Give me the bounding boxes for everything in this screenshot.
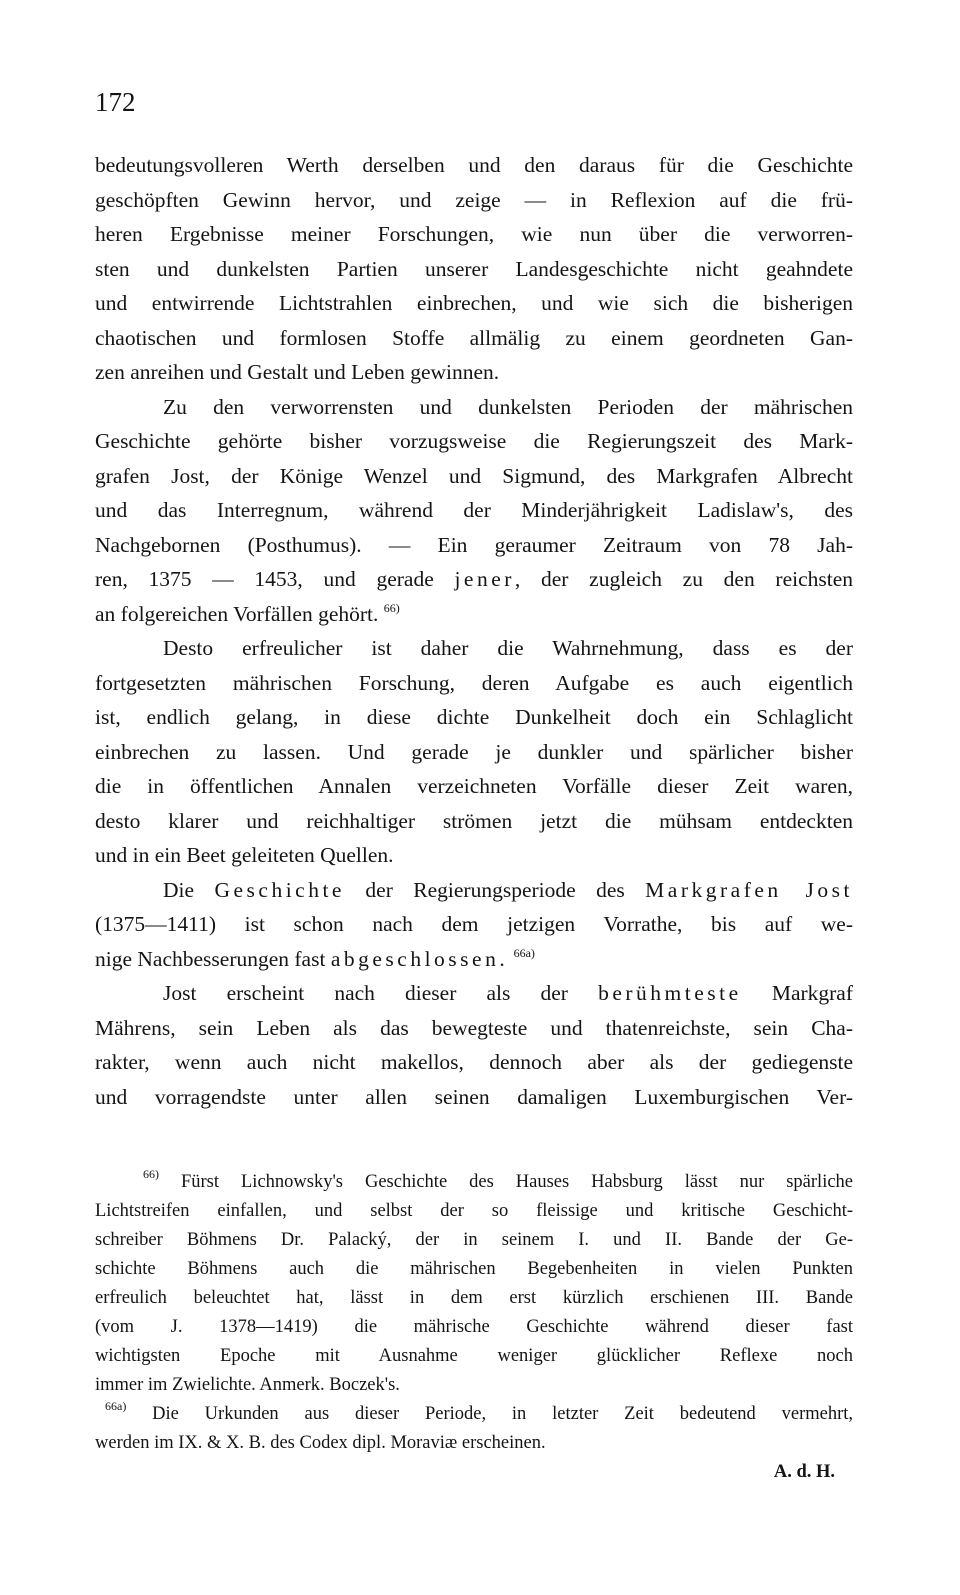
text-line: die in öffentlichen Annalen verzeichneten Vorfälle dieser Zeit waren,	[95, 774, 853, 798]
text-line: sten und dunkelsten Partien unserer Landesgeschichte nicht geahndete	[95, 256, 853, 281]
text-line: heren Ergebnisse meiner Forschungen, wie nun über die verworren-	[95, 222, 853, 246]
footnote-line: immer im Zwielichte. Anmerk. Boczek's.	[95, 1375, 400, 1395]
text-line: ist, endlich gelang, in diese dichte Dunkelheit doch ein Schlaglicht	[95, 705, 853, 729]
text-line: und das Interregnum, während der Minderjährigkeit Ladislaw's, des	[95, 498, 853, 522]
text-line: fortgesetzten mährischen Forschung, deren Aufgabe es auch eigentlich	[95, 670, 853, 695]
text-line: Zu den verworrensten und dunkelsten Perioden der mährischen	[163, 394, 853, 419]
text-line: chaotischen und formlosen Stoffe allmälig zu einem geordneten Gan-	[95, 325, 853, 350]
footnote-line	[95, 1168, 853, 1197]
text-line: rakter, wenn auch nicht makellos, dennoch aber als der gediegenste	[95, 1050, 853, 1074]
text-line: Geschichte gehörte bisher vorzugsweise die Regierungszeit des Mark-	[95, 429, 853, 453]
spaced-emphasis: jener	[454, 567, 515, 591]
text-segment: an folgereichen Vorfällen gehört.	[95, 601, 379, 626]
text-line: desto klarer und reichhaltiger strömen jetzt die mühsam entdeckten	[95, 808, 853, 833]
footnote-marker-66: 66)	[143, 1167, 159, 1181]
text-segment: Fürst Lichnowsky's Geschichte des Hauses Habsburg lässt nur spärliche	[180, 1172, 854, 1192]
text-line	[95, 562, 853, 597]
footnotes	[95, 1168, 853, 1487]
footnote-line	[95, 1400, 853, 1429]
text-line: geschöpften Gewinn hervor, und zeige — in Reflexion auf die frü-	[95, 187, 853, 212]
footnote-line: werden im IX. & X. B. des Codex dipl. Moraviæ erscheinen.	[95, 1433, 546, 1453]
text-line	[95, 976, 853, 1011]
text-line: Nachgebornen (Posthumus). — Ein geraumer Zeitraum von 78 Jah-	[95, 532, 853, 557]
spaced-emphasis: abgeschlossen.	[330, 946, 509, 971]
text-segment: ren, 1375 — 1453, und gerade	[95, 567, 434, 591]
text-line: bedeutungsvolleren Werth derselben und den daraus für die Geschichte	[95, 153, 853, 177]
text-line: Desto erfreulicher ist daher die Wahrnehmung, dass es der	[163, 636, 853, 660]
footnote-ref-66a: 66a)	[513, 945, 535, 960]
text-line: und entwirrende Lichtstrahlen einbrechen, und wie sich die bisherigen	[95, 291, 853, 315]
footnote-line: wichtigsten Epoche mit Ausnahme weniger glücklicher Reflexe noch	[95, 1346, 853, 1366]
footnote-signature: A. d. H.	[773, 1462, 835, 1482]
text-line	[95, 597, 853, 632]
footnote-line: erfreulich beleuchtet hat, lässt in dem erst kürzlich erschienen III. Bande	[95, 1288, 853, 1308]
text-line: zen anreihen und Gestalt und Leben gewinnen.	[95, 360, 500, 384]
text-line: grafen Jost, der Könige Wenzel und Sigmund, des Markgrafen Albrecht	[95, 463, 853, 488]
spaced-emphasis: Markgrafen Jost	[645, 877, 854, 902]
spaced-emphasis: Geschichte	[214, 877, 345, 902]
spaced-emphasis: berühmteste	[598, 981, 742, 1005]
text-segment: Markgraf	[771, 981, 854, 1005]
footnote-marker-66a: 66a)	[105, 1399, 127, 1413]
text-segment: der Regierungsperiode des	[365, 877, 625, 902]
text-line: (1375—1411) ist schon nach dem jetzigen Vorrathe, bis auf we-	[95, 912, 853, 936]
text-line	[95, 873, 853, 908]
text-segment: , der zugleich zu den reichsten	[514, 567, 854, 591]
text-segment: Die	[163, 877, 195, 902]
text-line: und vorragendste unter allen seinen damaligen Luxemburgischen Ver-	[95, 1084, 853, 1109]
text-line: Mährens, sein Leben als das bewegteste und thatenreichste, sein Cha-	[95, 1015, 853, 1040]
page-number: 172	[95, 87, 136, 117]
text-line	[95, 942, 853, 977]
text-segment: Die Urkunden aus dieser Periode, in letzter Zeit bedeutend vermehrt,	[152, 1404, 854, 1424]
body-text	[95, 148, 853, 1114]
text-segment: Jost erscheint nach dieser als der	[163, 981, 568, 1005]
text-line: und in ein Beet geleiteten Quellen.	[95, 843, 394, 867]
text-line: einbrechen zu lassen. Und gerade je dunkler und spärlicher bisher	[95, 739, 853, 764]
text-segment: nige Nachbesserungen fast	[95, 946, 326, 971]
footnote-ref-66: 66)	[383, 600, 400, 615]
footnote-line: (vom J. 1378—1419) die mährische Geschichte während dieser fast	[95, 1317, 853, 1337]
footnote-line: schichte Böhmens auch die mährischen Begebenheiten in vielen Punkten	[95, 1259, 853, 1279]
footnote-line: Lichtstreifen einfallen, und selbst der so fleissige und kritische Geschicht-	[95, 1201, 853, 1221]
footnote-line: schreiber Böhmens Dr. Palacký, der in seinem I. und II. Bande der Ge-	[95, 1230, 853, 1250]
